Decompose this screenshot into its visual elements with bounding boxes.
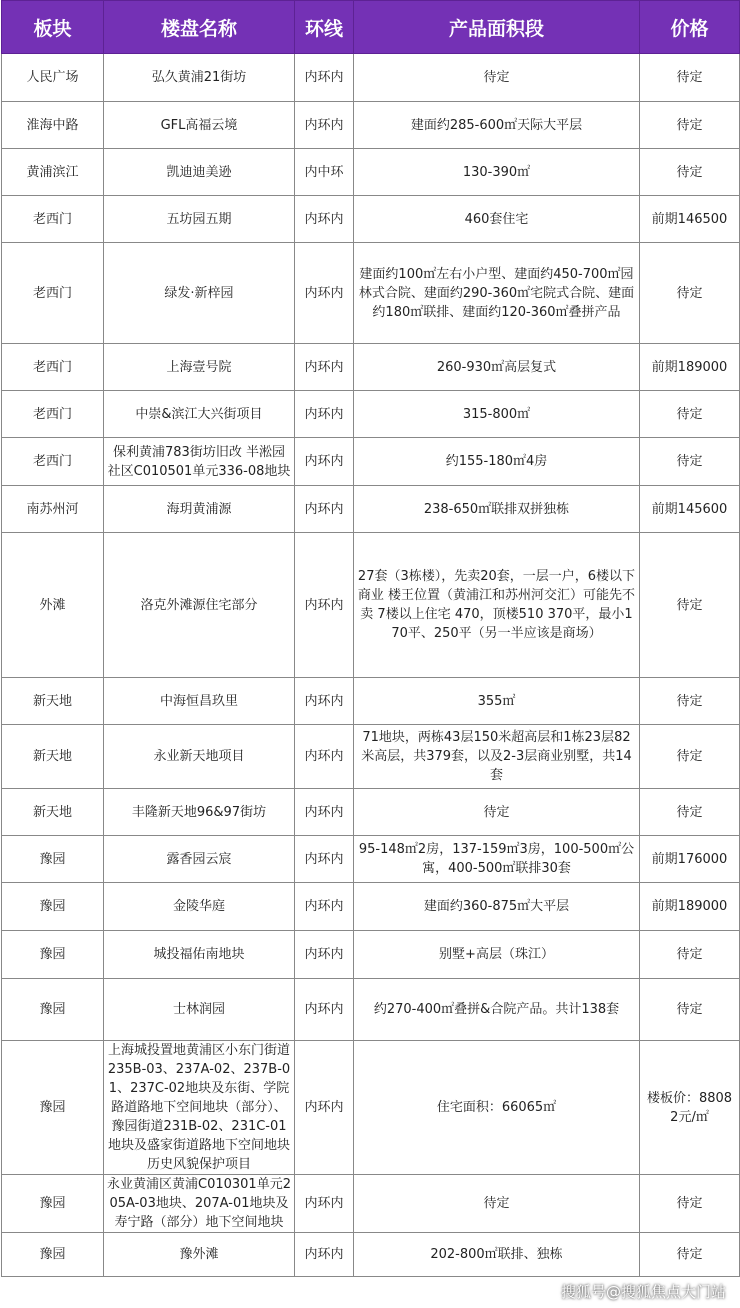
cell-price: 待定 [640, 931, 740, 979]
cell-size: 建面约360-875㎡大平层 [354, 883, 640, 931]
cell-price: 待定 [640, 438, 740, 486]
cell-area: 新天地 [2, 789, 104, 836]
cell-size: 27套（3栋楼），先卖20套，一层一户，6楼以下商业 楼王位置（黄浦江和苏州河交汇）可能先不卖 7楼以上住宅 470，顶楼510 370平，最小170平、250平（另一半应该是商场） [354, 533, 640, 678]
table-row [2, 149, 740, 196]
cell-area: 淮海中路 [2, 102, 104, 149]
cell-area: 南苏州河 [2, 486, 104, 533]
cell-price: 前期176000 [640, 836, 740, 883]
cell-size: 建面约100㎡左右小户型、建面约450-700㎡园林式合院、建面约290-360㎡宅院式合院、建面约180㎡联排、建面约120-360㎡叠拼产品 [354, 243, 640, 344]
cell-name: 永业黄浦区黄浦C010301单元205A-03地块、207A-01地块及寿宁路（部分）地下空间地块 [104, 1175, 295, 1233]
cell-area: 豫园 [2, 836, 104, 883]
cell-size: 202-800㎡联排、独栋 [354, 1233, 640, 1277]
cell-price: 待定 [640, 533, 740, 678]
cell-ring: 内环内 [295, 789, 354, 836]
cell-size: 待定 [354, 789, 640, 836]
cell-area: 人民广场 [2, 54, 104, 102]
header-ring: 环线 [295, 1, 354, 54]
cell-price: 楼板价：88082元/㎡ [640, 1041, 740, 1175]
cell-ring: 内环内 [295, 1041, 354, 1175]
cell-size: 71地块，两栋43层150米超高层和1栋23层82米高层，共379套，以及2-3层商业别墅，共14套 [354, 725, 640, 789]
cell-name: 绿发·新梓园 [104, 243, 295, 344]
cell-area: 新天地 [2, 725, 104, 789]
cell-size: 约270-400㎡叠拼&合院产品。共计138套 [354, 979, 640, 1041]
table-row [2, 931, 740, 979]
cell-ring: 内环内 [295, 883, 354, 931]
table-row [2, 1233, 740, 1277]
cell-area: 老西门 [2, 243, 104, 344]
cell-name: 五坊园五期 [104, 196, 295, 243]
header-price: 价格 [640, 1, 740, 54]
cell-size: 355㎡ [354, 678, 640, 725]
table-row [2, 789, 740, 836]
cell-name: 城投福佑南地块 [104, 931, 295, 979]
cell-ring: 内环内 [295, 102, 354, 149]
cell-size: 238-650㎡联排双拼独栋 [354, 486, 640, 533]
cell-size: 约155-180㎡4房 [354, 438, 640, 486]
cell-ring: 内环内 [295, 931, 354, 979]
cell-price: 前期189000 [640, 344, 740, 391]
table-row [2, 979, 740, 1041]
cell-size: 住宅面积：66065㎡ [354, 1041, 640, 1175]
cell-ring: 内环内 [295, 391, 354, 438]
cell-name: 中崇&滨江大兴街项目 [104, 391, 295, 438]
cell-area: 老西门 [2, 196, 104, 243]
cell-price: 待定 [640, 678, 740, 725]
cell-ring: 内环内 [295, 243, 354, 344]
cell-name: 露香园云宸 [104, 836, 295, 883]
cell-price: 待定 [640, 243, 740, 344]
cell-area: 豫园 [2, 931, 104, 979]
cell-price: 待定 [640, 1233, 740, 1277]
cell-ring: 内环内 [295, 1175, 354, 1233]
cell-ring: 内环内 [295, 1233, 354, 1277]
cell-size: 建面约285-600㎡天际大平层 [354, 102, 640, 149]
table-body [2, 54, 740, 1277]
cell-area: 外滩 [2, 533, 104, 678]
header-row [2, 1, 740, 54]
table-row [2, 883, 740, 931]
header-name: 楼盘名称 [104, 1, 295, 54]
cell-ring: 内环内 [295, 678, 354, 725]
cell-name: 凯迪迪美逊 [104, 149, 295, 196]
cell-size: 待定 [354, 1175, 640, 1233]
cell-name: 上海壹号院 [104, 344, 295, 391]
table-row [2, 102, 740, 149]
cell-ring: 内环内 [295, 344, 354, 391]
cell-area: 豫园 [2, 979, 104, 1041]
cell-name: 洛克外滩源住宅部分 [104, 533, 295, 678]
cell-price: 前期145600 [640, 486, 740, 533]
cell-area: 豫园 [2, 1233, 104, 1277]
watermark: 搜狐号@搜狐焦点大门站 [560, 1283, 726, 1301]
cell-ring: 内环内 [295, 979, 354, 1041]
table-row [2, 391, 740, 438]
cell-name: 永业新天地项目 [104, 725, 295, 789]
cell-area: 新天地 [2, 678, 104, 725]
cell-name: GFL高福云境 [104, 102, 295, 149]
cell-name: 金陵华庭 [104, 883, 295, 931]
table-row [2, 836, 740, 883]
cell-area: 老西门 [2, 391, 104, 438]
table-row [2, 344, 740, 391]
cell-ring: 内环内 [295, 533, 354, 678]
cell-price: 待定 [640, 391, 740, 438]
cell-size: 315-800㎡ [354, 391, 640, 438]
cell-size: 95-148㎡2房，137-159㎡3房，100-500㎡公寓，400-500㎡联排30套 [354, 836, 640, 883]
cell-price: 待定 [640, 1175, 740, 1233]
table-row [2, 725, 740, 789]
table-row [2, 54, 740, 102]
header-size: 产品面积段 [354, 1, 640, 54]
cell-name: 豫外滩 [104, 1233, 295, 1277]
cell-ring: 内环内 [295, 836, 354, 883]
property-table [1, 0, 740, 1277]
table-row [2, 438, 740, 486]
cell-ring: 内中环 [295, 149, 354, 196]
cell-size: 260-930㎡高层复式 [354, 344, 640, 391]
cell-area: 豫园 [2, 1041, 104, 1175]
cell-price: 待定 [640, 979, 740, 1041]
cell-ring: 内环内 [295, 196, 354, 243]
cell-price: 前期189000 [640, 883, 740, 931]
cell-price: 待定 [640, 54, 740, 102]
table-row [2, 196, 740, 243]
table-row [2, 243, 740, 344]
cell-area: 豫园 [2, 1175, 104, 1233]
cell-name: 保利黄浦783街坊旧改 半淞园社区C010501单元336-08地块 [104, 438, 295, 486]
cell-size: 待定 [354, 54, 640, 102]
table-row [2, 1041, 740, 1175]
cell-price: 待定 [640, 789, 740, 836]
cell-price: 待定 [640, 102, 740, 149]
cell-area: 老西门 [2, 438, 104, 486]
cell-area: 黄浦滨江 [2, 149, 104, 196]
table-row [2, 486, 740, 533]
cell-price: 待定 [640, 149, 740, 196]
cell-size: 130-390㎡ [354, 149, 640, 196]
cell-name: 上海城投置地黄浦区小东门街道235B-03、237A-02、237B-01、237C-02地块及东街、学院路道路地下空间地块（部分）、豫园街道231B-02、231C-01地块及盛家街道路地下空间地块历史风貌保护项目 [104, 1041, 295, 1175]
table-row [2, 1175, 740, 1233]
cell-ring: 内环内 [295, 486, 354, 533]
cell-name: 弘久黄浦21街坊 [104, 54, 295, 102]
cell-ring: 内环内 [295, 438, 354, 486]
table-row [2, 678, 740, 725]
table-row [2, 533, 740, 678]
cell-ring: 内环内 [295, 54, 354, 102]
header-area: 板块 [2, 1, 104, 54]
cell-name: 中海恒昌玖里 [104, 678, 295, 725]
cell-size: 460套住宅 [354, 196, 640, 243]
cell-name: 海玥黄浦源 [104, 486, 295, 533]
cell-name: 士林润园 [104, 979, 295, 1041]
cell-ring: 内环内 [295, 725, 354, 789]
cell-size: 别墅+高层（珠江） [354, 931, 640, 979]
cell-area: 豫园 [2, 883, 104, 931]
cell-price: 待定 [640, 725, 740, 789]
cell-area: 老西门 [2, 344, 104, 391]
cell-name: 丰隆新天地96&97街坊 [104, 789, 295, 836]
cell-price: 前期146500 [640, 196, 740, 243]
